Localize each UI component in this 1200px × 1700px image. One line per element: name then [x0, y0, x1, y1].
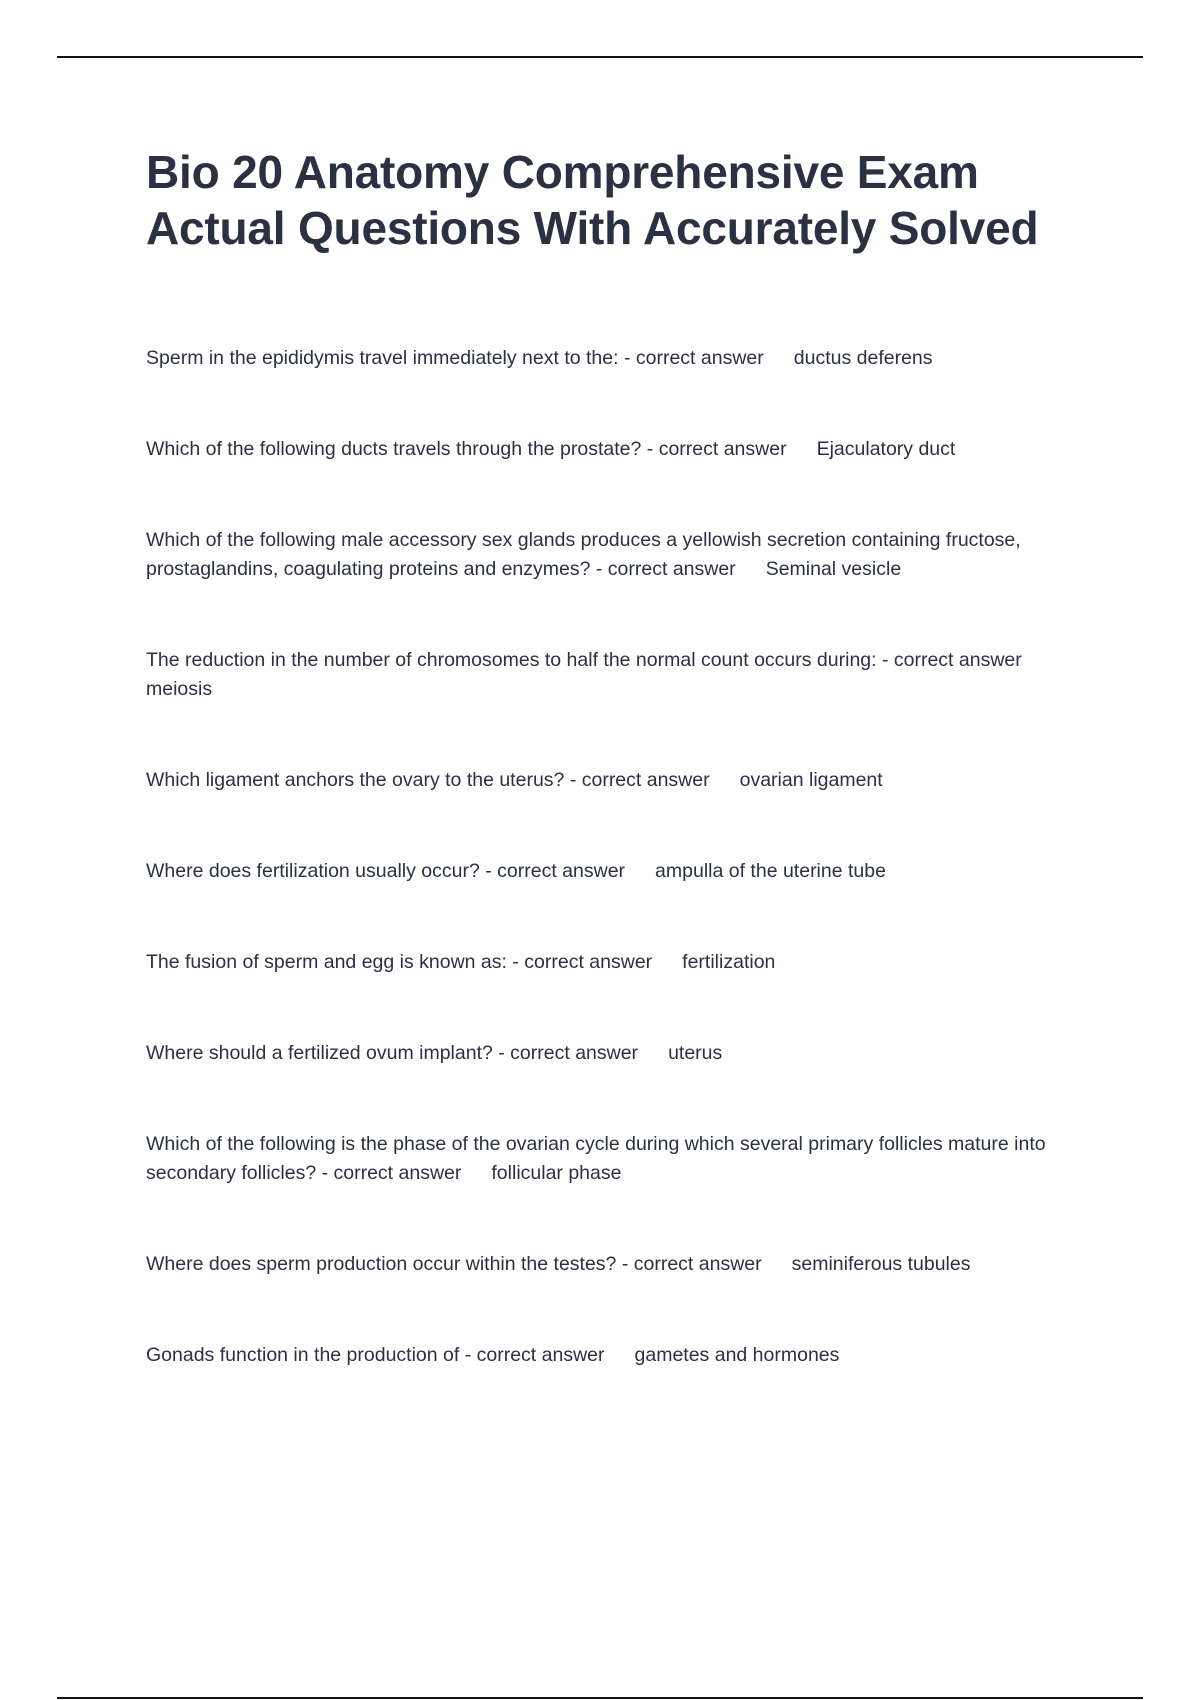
answer-text: meiosis	[146, 678, 213, 700]
qa-list	[146, 344, 1076, 1370]
answer-text: ampulla of the uterine tube	[655, 860, 886, 882]
answer-marker: - correct answer	[646, 438, 787, 460]
qa-item	[146, 526, 1076, 584]
question-text: Which of the following is the phase of the ovarian cycle during which several primary follicles mature into secondary follicles?	[146, 1133, 1046, 1184]
answer-marker: - correct answer	[464, 1344, 605, 1366]
top-rule	[57, 56, 1143, 58]
question-text: Where does sperm production occur within the testes?	[146, 1253, 617, 1275]
qa-item	[146, 1250, 1076, 1279]
qa-item	[146, 1130, 1076, 1188]
answer-text: Ejaculatory duct	[816, 438, 956, 460]
question-text: Which of the following male accessory sex glands produces a yellowish secretion containing fructose, prostaglandins, coagulating proteins and enzymes?	[146, 529, 1021, 580]
answer-text: gametes and hormones	[634, 1344, 840, 1366]
bottom-rule	[57, 1697, 1143, 1699]
answer-text: fertilization	[682, 951, 776, 973]
qa-item	[146, 435, 1076, 464]
question-text: Where does fertilization usually occur?	[146, 860, 480, 882]
question-text: Which ligament anchors the ovary to the uterus?	[146, 769, 565, 791]
answer-text: seminiferous tubules	[791, 1253, 971, 1275]
qa-item	[146, 1341, 1076, 1370]
answer-marker: - correct answer	[512, 951, 653, 973]
answer-marker: - correct answer	[623, 347, 764, 369]
qa-item	[146, 1039, 1076, 1068]
document-title: Bio 20 Anatomy Comprehensive Exam Actual Questions With Accurately Solved	[146, 146, 1039, 254]
question-text: Sperm in the epididymis travel immediately next to the:	[146, 347, 619, 369]
qa-item	[146, 948, 1076, 977]
answer-marker: - correct answer	[498, 1042, 639, 1064]
answer-marker: - correct answer	[621, 1253, 762, 1275]
qa-item	[146, 857, 1076, 886]
question-text: Gonads function in the production of	[146, 1344, 460, 1366]
answer-marker: - correct answer	[595, 558, 736, 580]
answer-text: ductus deferens	[793, 347, 933, 369]
question-text: Which of the following ducts travels through the prostate?	[146, 438, 642, 460]
answer-text: follicular phase	[491, 1162, 622, 1184]
answer-marker: - correct answer	[321, 1162, 462, 1184]
question-text: The reduction in the number of chromosomes to half the normal count occurs during:	[146, 649, 877, 671]
answer-text: Seminal vesicle	[765, 558, 902, 580]
answer-text: uterus	[668, 1042, 723, 1064]
qa-item	[146, 344, 1076, 373]
question-text: The fusion of sperm and egg is known as:	[146, 951, 507, 973]
answer-marker: - correct answer	[485, 860, 626, 882]
question-text: Where should a fertilized ovum implant?	[146, 1042, 493, 1064]
answer-marker: - correct answer	[569, 769, 710, 791]
qa-item	[146, 766, 1076, 795]
answer-marker: - correct answer	[881, 649, 1022, 671]
document-body	[146, 144, 1076, 1432]
qa-item	[146, 646, 1076, 704]
answer-text: ovarian ligament	[739, 769, 883, 791]
